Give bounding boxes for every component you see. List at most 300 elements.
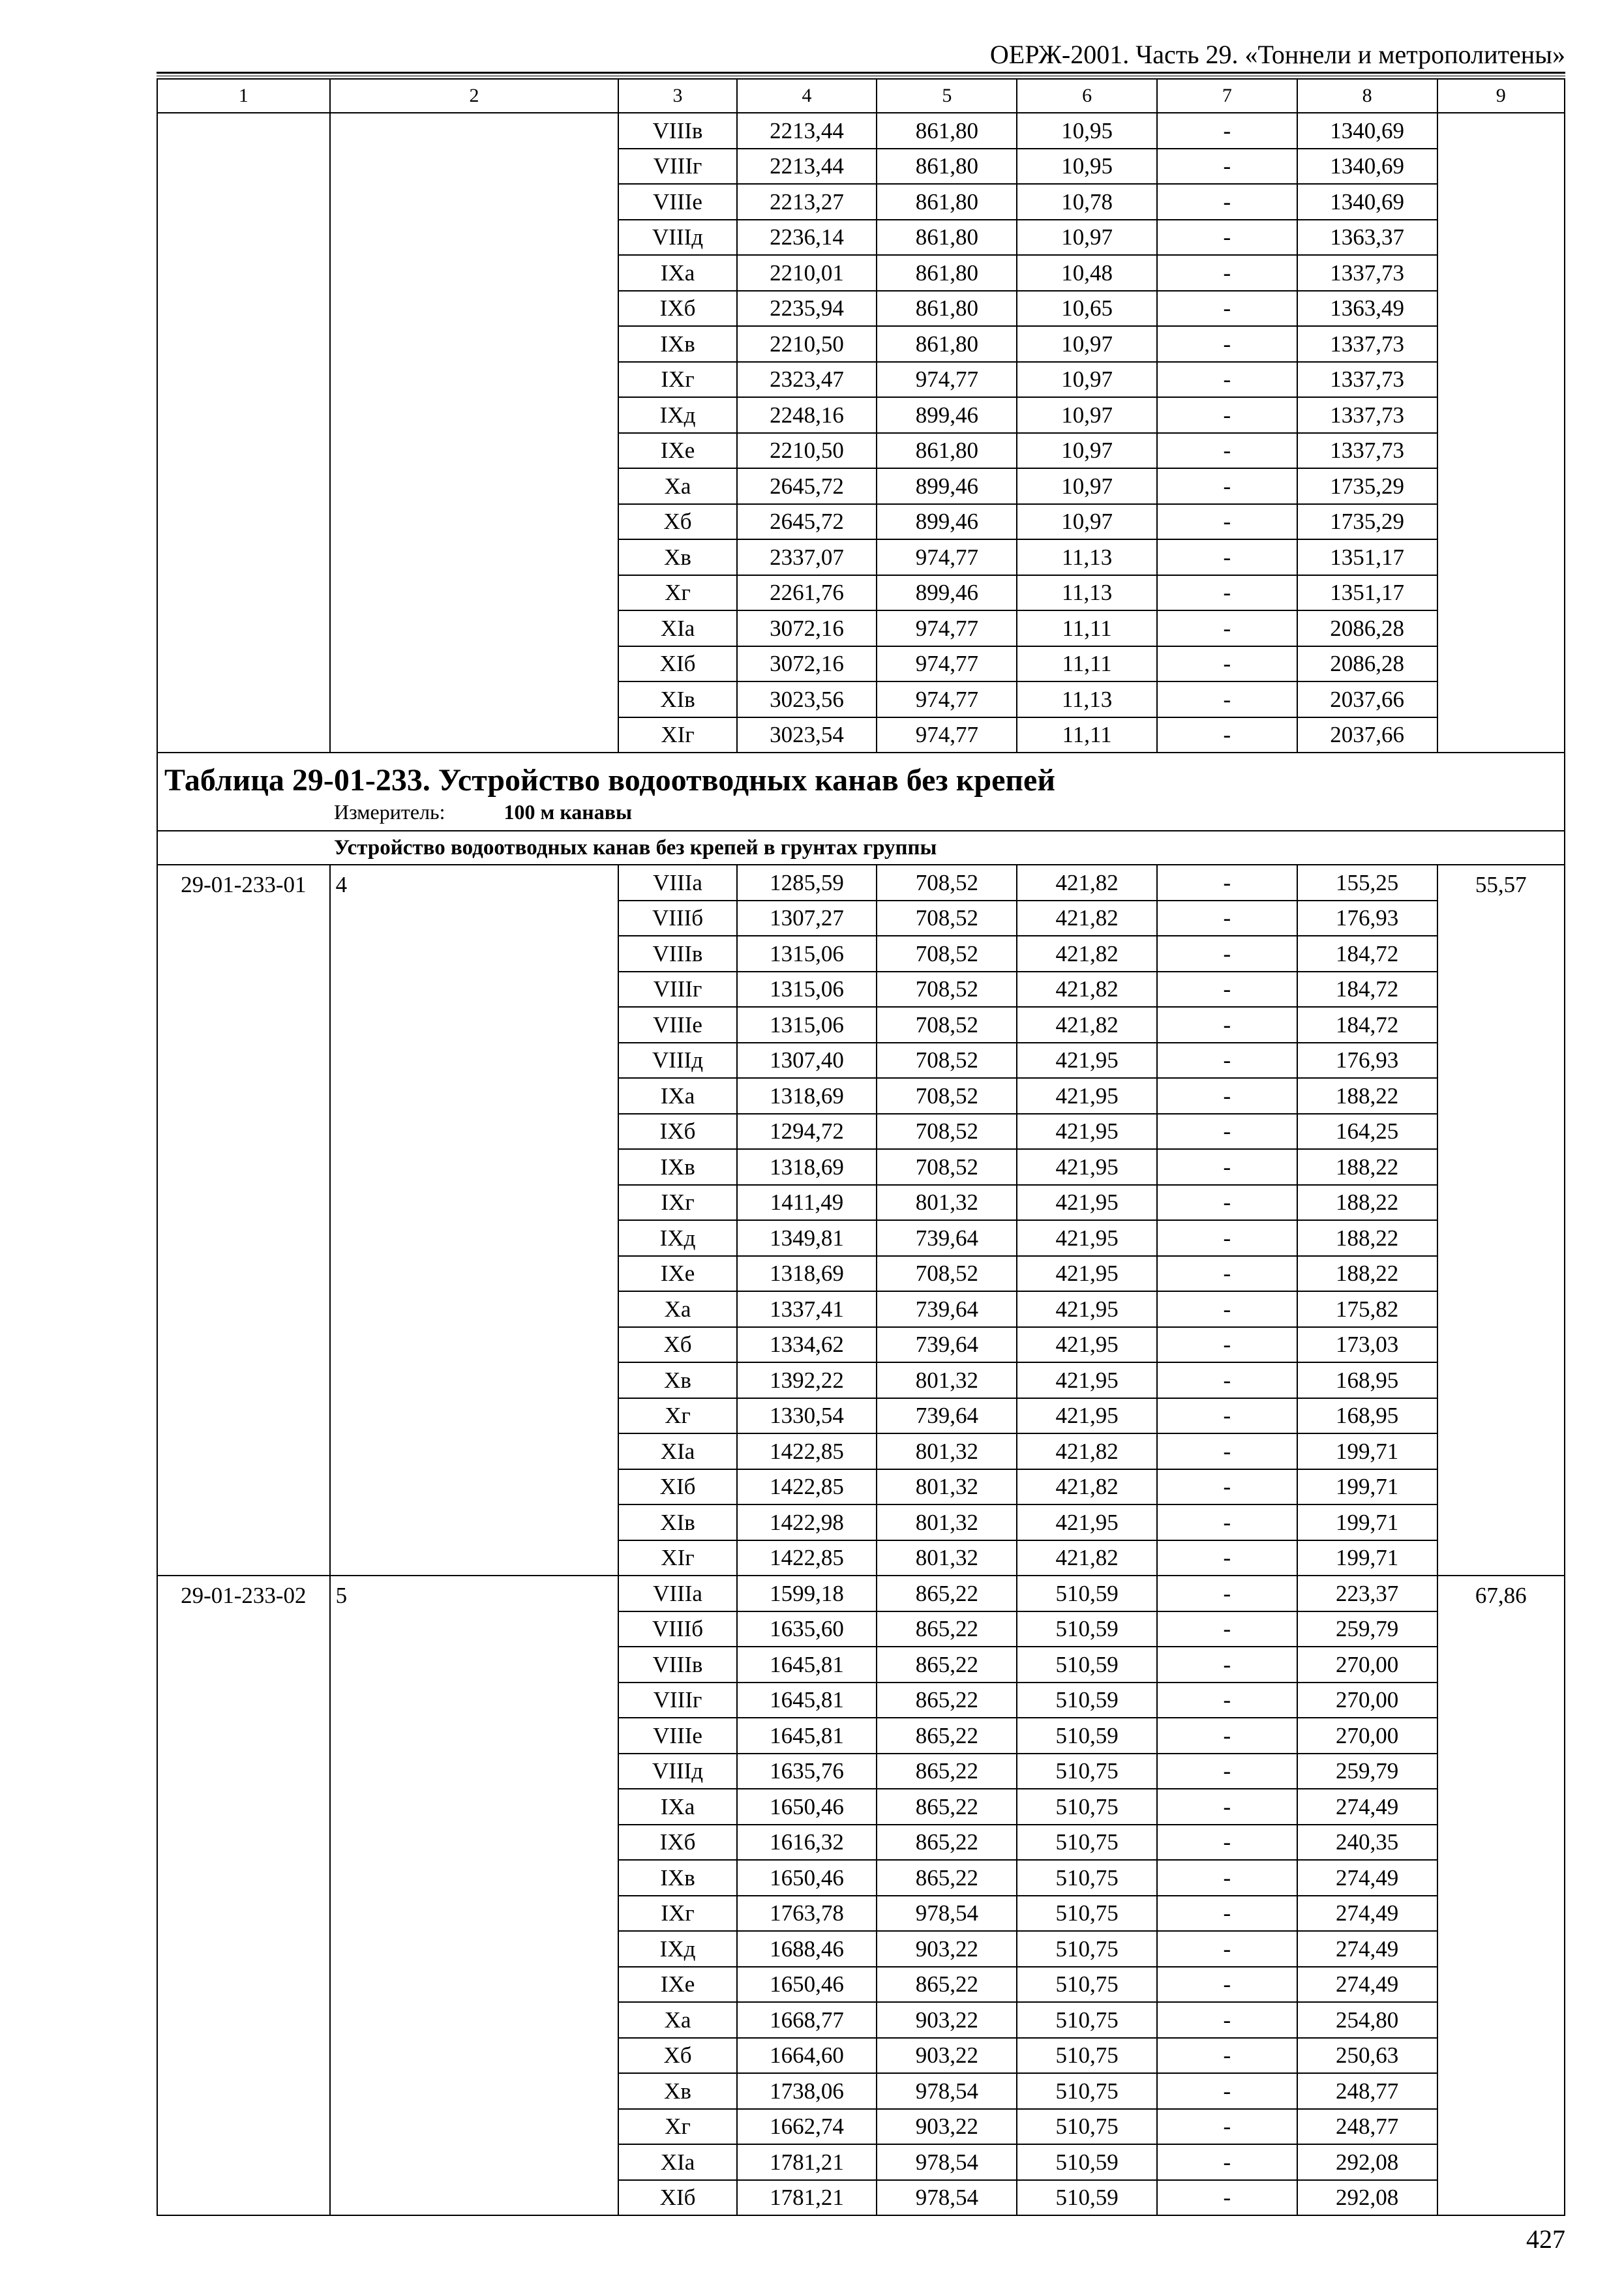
value-cell: 10,97	[1017, 468, 1157, 504]
value-cell: 510,59	[1017, 1718, 1157, 1754]
value-cell: -	[1157, 149, 1297, 185]
table-row	[157, 113, 1565, 149]
soil-group-cell: IXг	[618, 1185, 736, 1221]
value-cell: -	[1157, 1256, 1297, 1292]
value-cell: 10,48	[1017, 255, 1157, 291]
value-cell: 865,22	[877, 1611, 1017, 1647]
value-cell: 974,77	[877, 681, 1017, 717]
value-cell: 188,22	[1297, 1078, 1437, 1114]
value-cell: 1616,32	[737, 1825, 877, 1861]
soil-group-cell: Xв	[618, 2073, 736, 2109]
value-cell: 2213,27	[737, 184, 877, 220]
value-cell: 2210,50	[737, 326, 877, 362]
value-cell: -	[1157, 1185, 1297, 1221]
value-cell: 510,75	[1017, 2073, 1157, 2109]
value-cell: -	[1157, 681, 1297, 717]
value-cell: 259,79	[1297, 1754, 1437, 1789]
soil-group-cell: Xг	[618, 575, 736, 611]
value-cell: 865,22	[877, 1860, 1017, 1896]
value-cell: 10,95	[1017, 113, 1157, 149]
value-cell: 510,59	[1017, 2180, 1157, 2216]
value-cell: -	[1157, 362, 1297, 398]
soil-group-cell: Xб	[618, 504, 736, 540]
value-cell: 974,77	[877, 362, 1017, 398]
value-cell: 421,95	[1017, 1220, 1157, 1256]
value-cell: 1340,69	[1297, 113, 1437, 149]
value-cell: -	[1157, 1114, 1297, 1150]
soil-group-cell: VIIIд	[618, 220, 736, 256]
value-cell: 274,49	[1297, 1967, 1437, 2003]
value-cell: 175,82	[1297, 1291, 1437, 1327]
value-cell: 421,95	[1017, 1327, 1157, 1363]
value-cell: 421,82	[1017, 936, 1157, 972]
col-num: 6	[1017, 79, 1157, 113]
value-cell: 188,22	[1297, 1256, 1437, 1292]
soil-group-cell: XIг	[618, 717, 736, 753]
value-cell: -	[1157, 972, 1297, 1008]
soil-group-cell: Xа	[618, 468, 736, 504]
soil-group-cell: IXб	[618, 1114, 736, 1150]
value-cell: 1645,81	[737, 1683, 877, 1718]
value-cell: -	[1157, 1576, 1297, 1611]
value-cell: 421,95	[1017, 1256, 1157, 1292]
soil-group-cell: VIIIд	[618, 1043, 736, 1079]
value-cell: 1635,76	[737, 1754, 877, 1789]
column-numbers-row	[157, 79, 1565, 113]
value-cell: 510,59	[1017, 1611, 1157, 1647]
soil-group-cell: Xб	[618, 1327, 736, 1363]
value-cell: -	[1157, 1860, 1297, 1896]
value-cell: 2261,76	[737, 575, 877, 611]
value-cell: 11,13	[1017, 681, 1157, 717]
value-cell: -	[1157, 1362, 1297, 1398]
value-cell: -	[1157, 220, 1297, 256]
value-cell: 2210,50	[737, 433, 877, 469]
soil-group-cell: IXб	[618, 291, 736, 327]
value-cell: 865,22	[877, 1967, 1017, 2003]
value-cell: -	[1157, 1967, 1297, 2003]
value-cell: 1781,21	[737, 2180, 877, 2216]
value-cell: -	[1157, 255, 1297, 291]
value-cell: 1735,29	[1297, 504, 1437, 540]
value-cell: 10,95	[1017, 149, 1157, 185]
value-cell: 1337,73	[1297, 326, 1437, 362]
header-rule	[157, 72, 1565, 74]
value-cell: -	[1157, 1754, 1297, 1789]
soil-group-cell: Xв	[618, 539, 736, 575]
value-cell: -	[1157, 2109, 1297, 2145]
value-cell: 10,97	[1017, 504, 1157, 540]
soil-group-cell: IXб	[618, 1825, 736, 1861]
value-cell: 10,97	[1017, 433, 1157, 469]
value-cell: 274,49	[1297, 1896, 1437, 1932]
value-cell: 510,59	[1017, 1647, 1157, 1683]
value-cell: 199,71	[1297, 1504, 1437, 1540]
value-cell: 801,32	[877, 1469, 1017, 1505]
value-cell: 2323,47	[737, 362, 877, 398]
value-cell: 421,95	[1017, 1291, 1157, 1327]
value-cell: 184,72	[1297, 1007, 1437, 1043]
value-cell: 1337,73	[1297, 397, 1437, 433]
value-cell: 164,25	[1297, 1114, 1437, 1150]
code-cell	[157, 113, 330, 753]
value-cell: -	[1157, 1931, 1297, 1967]
value-cell: 3072,16	[737, 646, 877, 682]
value-cell: 270,00	[1297, 1647, 1437, 1683]
value-cell: 10,97	[1017, 397, 1157, 433]
value-cell: 1349,81	[737, 1220, 877, 1256]
soil-group-cell: IXд	[618, 1220, 736, 1256]
value-cell: 292,08	[1297, 2180, 1437, 2216]
value-cell: 1307,27	[737, 901, 877, 936]
value-cell: -	[1157, 936, 1297, 972]
section-row	[157, 753, 1565, 831]
soil-group-cell: VIIIб	[618, 901, 736, 936]
col-num: 3	[618, 79, 736, 113]
col-num: 1	[157, 79, 330, 113]
value-cell: 421,82	[1017, 901, 1157, 936]
value-cell: 801,32	[877, 1362, 1017, 1398]
value-cell: 978,54	[877, 2180, 1017, 2216]
value-cell: 861,80	[877, 149, 1017, 185]
soil-group-cell: XIа	[618, 1433, 736, 1469]
value-cell: -	[1157, 1398, 1297, 1434]
value-cell: 1735,29	[1297, 468, 1437, 504]
value-cell: 248,77	[1297, 2073, 1437, 2109]
soil-group-cell: IXд	[618, 1931, 736, 1967]
value-cell: 2248,16	[737, 397, 877, 433]
value-cell: 3023,54	[737, 717, 877, 753]
value-cell: 801,32	[877, 1185, 1017, 1221]
value-cell: 739,64	[877, 1398, 1017, 1434]
value-cell: 978,54	[877, 1896, 1017, 1932]
value-cell: 11,13	[1017, 539, 1157, 575]
value-cell: -	[1157, 1647, 1297, 1683]
soil-group-cell: VIIIг	[618, 1683, 736, 1718]
value-cell: 708,52	[877, 1078, 1017, 1114]
value-cell: 865,22	[877, 1789, 1017, 1825]
value-cell: 2213,44	[737, 149, 877, 185]
value-cell: 1664,60	[737, 2038, 877, 2074]
value-cell: 1662,74	[737, 2109, 877, 2145]
soil-group-cell: VIIIг	[618, 972, 736, 1008]
value-cell: 1363,37	[1297, 220, 1437, 256]
value-cell: -	[1157, 1433, 1297, 1469]
soil-group-cell: IXв	[618, 1860, 736, 1896]
soil-group-cell: VIIIв	[618, 113, 736, 149]
soil-group-cell: VIIIг	[618, 149, 736, 185]
value-cell: 10,97	[1017, 326, 1157, 362]
value-cell: 1422,85	[737, 1433, 877, 1469]
value-cell: 1318,69	[737, 1078, 877, 1114]
value-cell: 1650,46	[737, 1967, 877, 2003]
group-header-row	[157, 831, 1565, 865]
value-cell: 974,77	[877, 610, 1017, 646]
value-cell: 10,97	[1017, 362, 1157, 398]
value-cell: 899,46	[877, 575, 1017, 611]
value-cell: 421,95	[1017, 1398, 1157, 1434]
soil-group-cell: VIIIв	[618, 936, 736, 972]
value-cell: 274,49	[1297, 1789, 1437, 1825]
value-cell: 421,82	[1017, 1007, 1157, 1043]
table-title: Таблица 29-01-233. Устройство водоотводных канав без крепей	[164, 763, 1055, 798]
soil-group-cell: XIб	[618, 646, 736, 682]
col-num: 8	[1297, 79, 1437, 113]
value-cell: 708,52	[877, 1007, 1017, 1043]
value-cell: 10,65	[1017, 291, 1157, 327]
value-cell: 1738,06	[737, 2073, 877, 2109]
value-cell: 708,52	[877, 1149, 1017, 1185]
value-cell: 1330,54	[737, 1398, 877, 1434]
value-cell: 1668,77	[737, 2002, 877, 2038]
value-cell: 1337,73	[1297, 362, 1437, 398]
value-cell: 974,77	[877, 646, 1017, 682]
value-cell: 861,80	[877, 291, 1017, 327]
soil-group-cell: VIIIе	[618, 1718, 736, 1754]
value-cell: 1307,40	[737, 1043, 877, 1079]
value-cell: -	[1157, 1469, 1297, 1505]
value-cell: -	[1157, 717, 1297, 753]
soil-group-cell: XIб	[618, 1469, 736, 1505]
value-cell: 1337,73	[1297, 433, 1437, 469]
header-title: ОЕРЖ-2001. Часть 29. «Тоннели и метрополитены»	[989, 40, 1565, 69]
value-cell: 254,80	[1297, 2002, 1437, 2038]
value-cell: 1650,46	[737, 1860, 877, 1896]
value-cell: -	[1157, 1149, 1297, 1185]
page-header	[157, 31, 1565, 73]
value-cell: 978,54	[877, 2073, 1017, 2109]
value-cell: 421,95	[1017, 1362, 1157, 1398]
value-cell: 1422,85	[737, 1469, 877, 1505]
value-cell: 865,22	[877, 1718, 1017, 1754]
value-cell: 2235,94	[737, 291, 877, 327]
value-cell: 3023,56	[737, 681, 877, 717]
value-cell: 865,22	[877, 1754, 1017, 1789]
soil-group-cell: XIа	[618, 610, 736, 646]
value-cell: -	[1157, 575, 1297, 611]
section-cell	[157, 753, 1565, 831]
value-cell: 199,71	[1297, 1469, 1437, 1505]
value-cell: 708,52	[877, 1114, 1017, 1150]
soil-group-cell: Xв	[618, 1362, 736, 1398]
soil-group-cell: Xа	[618, 1291, 736, 1327]
soil-group-cell: VIIIе	[618, 184, 736, 220]
value-cell: 978,54	[877, 2144, 1017, 2180]
value-cell: 739,64	[877, 1220, 1017, 1256]
value-cell: 1422,98	[737, 1504, 877, 1540]
soil-group-cell: IXе	[618, 1256, 736, 1292]
value-cell: 240,35	[1297, 1825, 1437, 1861]
col-num: 7	[1157, 79, 1297, 113]
value-cell: -	[1157, 113, 1297, 149]
value-cell: 421,95	[1017, 1504, 1157, 1540]
measure-label: Измеритель:	[334, 800, 445, 824]
value-cell: 421,95	[1017, 1185, 1157, 1221]
value-cell: 899,46	[877, 468, 1017, 504]
value-cell: -	[1157, 1291, 1297, 1327]
value-cell: 1315,06	[737, 1007, 877, 1043]
code-cell: 29-01-233-02	[157, 1576, 330, 2215]
value-cell: 250,63	[1297, 2038, 1437, 2074]
value-cell: 2337,07	[737, 539, 877, 575]
value-cell: 1763,78	[737, 1896, 877, 1932]
col-num: 9	[1437, 79, 1565, 113]
value-cell: -	[1157, 2180, 1297, 2216]
soil-group-cell: IXг	[618, 1896, 736, 1932]
value-cell: 2645,72	[737, 504, 877, 540]
value-cell: -	[1157, 1078, 1297, 1114]
value-cell: 1337,41	[737, 1291, 877, 1327]
value-cell: 1688,46	[737, 1931, 877, 1967]
value-cell: 199,71	[1297, 1433, 1437, 1469]
value-cell: 2210,01	[737, 255, 877, 291]
value-cell: 1351,17	[1297, 539, 1437, 575]
value-cell: 899,46	[877, 397, 1017, 433]
value-cell: 510,59	[1017, 1576, 1157, 1611]
value-cell: -	[1157, 2038, 1297, 2074]
value-cell: 2037,66	[1297, 717, 1437, 753]
value-cell: 11,13	[1017, 575, 1157, 611]
value-cell: 510,75	[1017, 1860, 1157, 1896]
soil-group-cell: XIв	[618, 681, 736, 717]
value-cell: 801,32	[877, 1540, 1017, 1576]
value-cell: 510,75	[1017, 1967, 1157, 2003]
value-cell: 1318,69	[737, 1256, 877, 1292]
value-cell: 1422,85	[737, 1540, 877, 1576]
value-cell: 184,72	[1297, 972, 1437, 1008]
value-cell: -	[1157, 1896, 1297, 1932]
value-cell: 865,22	[877, 1576, 1017, 1611]
value-cell: -	[1157, 291, 1297, 327]
col9-cell: 55,57	[1437, 865, 1565, 1576]
value-cell: 1363,49	[1297, 291, 1437, 327]
value-cell: 168,95	[1297, 1362, 1437, 1398]
soil-group-cell: IXг	[618, 362, 736, 398]
value-cell: -	[1157, 1718, 1297, 1754]
value-cell: 223,37	[1297, 1576, 1437, 1611]
value-cell: 421,82	[1017, 972, 1157, 1008]
value-cell: 510,75	[1017, 1825, 1157, 1861]
group-header: Устройство водоотводных канав без крепей в грунтах группы	[157, 831, 1565, 865]
value-cell: 188,22	[1297, 1149, 1437, 1185]
value-cell: 974,77	[877, 717, 1017, 753]
value-cell: -	[1157, 184, 1297, 220]
value-cell: -	[1157, 610, 1297, 646]
value-cell: 739,64	[877, 1291, 1017, 1327]
value-cell: -	[1157, 1043, 1297, 1079]
value-cell: 903,22	[877, 1931, 1017, 1967]
soil-group-cell: IXа	[618, 1789, 736, 1825]
value-cell: -	[1157, 539, 1297, 575]
value-cell: 11,11	[1017, 646, 1157, 682]
value-cell: -	[1157, 1611, 1297, 1647]
soil-group-cell: Xб	[618, 2038, 736, 2074]
value-cell: 865,22	[877, 1647, 1017, 1683]
value-cell: 173,03	[1297, 1327, 1437, 1363]
soil-group-cell: VIIIв	[618, 1647, 736, 1683]
value-cell: -	[1157, 468, 1297, 504]
value-cell: 184,72	[1297, 936, 1437, 972]
value-cell: -	[1157, 1504, 1297, 1540]
value-cell: 270,00	[1297, 1718, 1437, 1754]
value-cell: 861,80	[877, 255, 1017, 291]
soil-group-cell: VIIIа	[618, 1576, 736, 1611]
value-cell: 2086,28	[1297, 646, 1437, 682]
soil-group-cell: Xг	[618, 1398, 736, 1434]
value-cell: 510,75	[1017, 1789, 1157, 1825]
value-cell: 801,32	[877, 1433, 1017, 1469]
value-cell: 510,75	[1017, 2038, 1157, 2074]
value-cell: -	[1157, 2144, 1297, 2180]
soil-group-cell: IXв	[618, 326, 736, 362]
value-cell: 2213,44	[737, 113, 877, 149]
name-cell: 4	[330, 865, 619, 1576]
norms-table	[157, 78, 1565, 2216]
value-cell: -	[1157, 326, 1297, 362]
value-cell: 421,95	[1017, 1043, 1157, 1079]
col9-cell: 67,86	[1437, 1576, 1565, 2215]
value-cell: 1315,06	[737, 936, 877, 972]
soil-group-cell: XIа	[618, 2144, 736, 2180]
soil-group-cell: IXа	[618, 1078, 736, 1114]
value-cell: 1285,59	[737, 865, 877, 901]
name-cell	[330, 113, 619, 753]
value-cell: -	[1157, 2002, 1297, 2038]
soil-group-cell: VIIIб	[618, 1611, 736, 1647]
value-cell: 1340,69	[1297, 184, 1437, 220]
value-cell: 903,22	[877, 2109, 1017, 2145]
value-cell: 421,82	[1017, 1433, 1157, 1469]
value-cell: 708,52	[877, 901, 1017, 936]
value-cell: 801,32	[877, 1504, 1017, 1540]
value-cell: 974,77	[877, 539, 1017, 575]
value-cell: 903,22	[877, 2002, 1017, 2038]
value-cell: 1635,60	[737, 1611, 877, 1647]
value-cell: 421,95	[1017, 1078, 1157, 1114]
value-cell: 861,80	[877, 113, 1017, 149]
value-cell: 2037,66	[1297, 681, 1437, 717]
soil-group-cell: IXд	[618, 397, 736, 433]
value-cell: 421,95	[1017, 1149, 1157, 1185]
value-cell: 10,78	[1017, 184, 1157, 220]
value-cell: 510,75	[1017, 1896, 1157, 1932]
value-cell: 865,22	[877, 1683, 1017, 1718]
value-cell: 259,79	[1297, 1611, 1437, 1647]
soil-group-cell: VIIIе	[618, 1007, 736, 1043]
name-cell: 5	[330, 1576, 619, 2215]
value-cell: 1599,18	[737, 1576, 877, 1611]
soil-group-cell: XIб	[618, 2180, 736, 2216]
value-cell: 421,82	[1017, 1540, 1157, 1576]
value-cell: 176,93	[1297, 1043, 1437, 1079]
table-row	[157, 865, 1565, 901]
value-cell: 510,75	[1017, 2109, 1157, 2145]
value-cell: 1411,49	[737, 1185, 877, 1221]
value-cell: 510,75	[1017, 1754, 1157, 1789]
col-num: 2	[330, 79, 619, 113]
value-cell: 292,08	[1297, 2144, 1437, 2180]
soil-group-cell: VIIIд	[618, 1754, 736, 1789]
value-cell: 11,11	[1017, 610, 1157, 646]
value-cell: -	[1157, 1007, 1297, 1043]
soil-group-cell: XIв	[618, 1504, 736, 1540]
col-num: 5	[877, 79, 1017, 113]
table-row	[157, 1576, 1565, 1611]
value-cell: -	[1157, 1540, 1297, 1576]
value-cell: 188,22	[1297, 1220, 1437, 1256]
value-cell: 903,22	[877, 2038, 1017, 2074]
value-cell: 1781,21	[737, 2144, 877, 2180]
